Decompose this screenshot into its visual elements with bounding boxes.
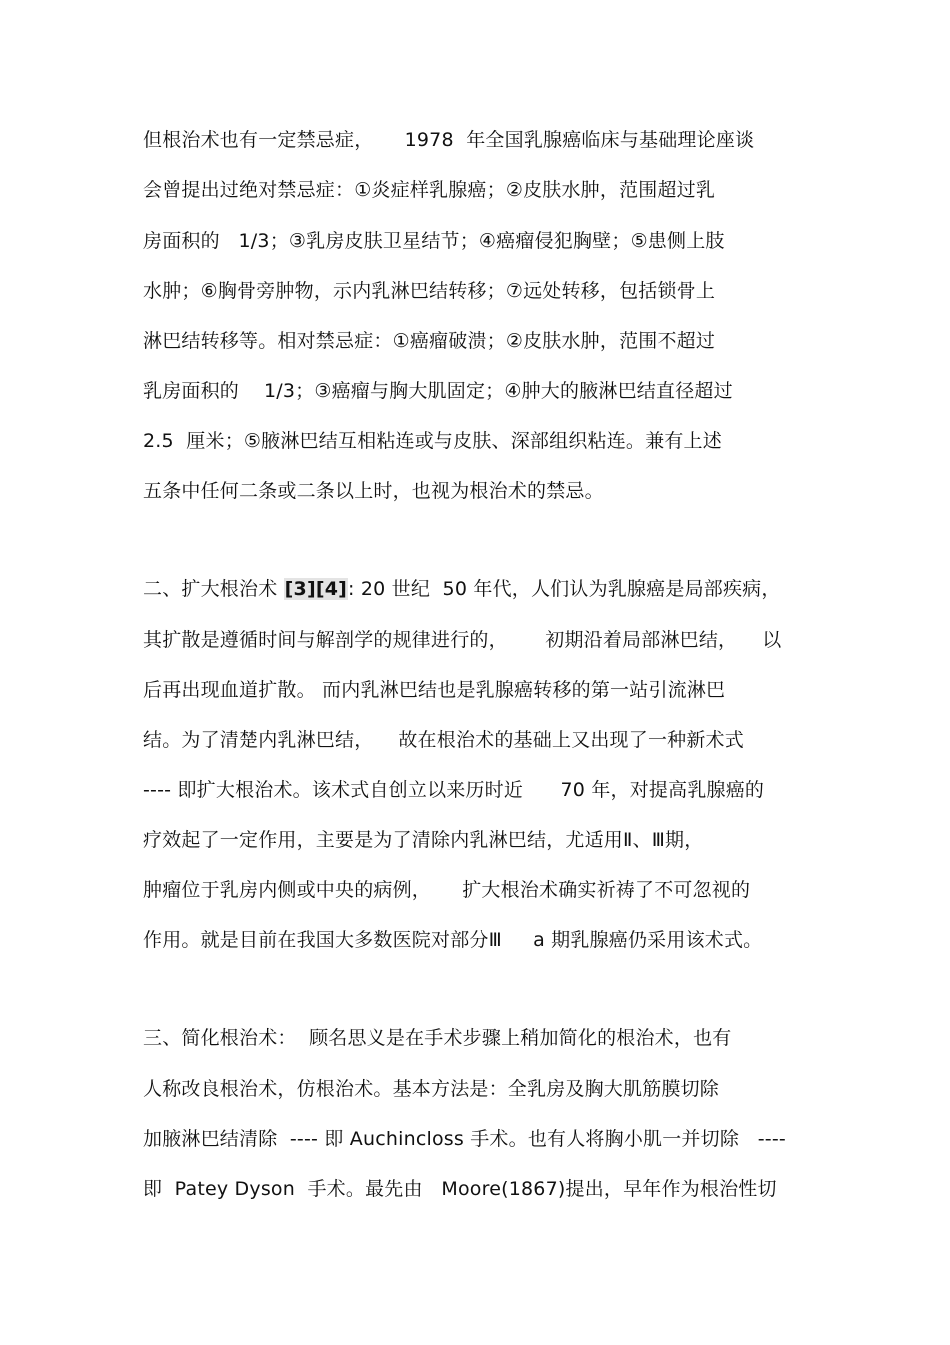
paragraph-3-line-3: 加腋淋巴结清除 ---- 即 Auchincloss 手术。也有人将胸小肌一并切除 ---- — [143, 1128, 786, 1150]
paragraph-2-line-3: 后再出现血道扩散。 而内乳淋巴结也是乳腺癌转移的第一站引流淋巴 — [143, 679, 726, 701]
paragraph-1-line-3: 房面积的 1/3；③乳房皮肤卫星结节；④癌瘤侵犯胸壁；⑤患侧上肢 — [143, 230, 725, 252]
paragraph-2-line-4: 结。为了清楚内乳淋巴结， 故在根治术的基础上又出现了一种新术式 — [143, 729, 744, 751]
paragraph-1-line-1: 但根治术也有一定禁忌症， 1978 年全国乳腺癌临床与基础理论座谈 — [143, 129, 755, 151]
paragraph-2-line-1 — [143, 576, 781, 602]
paragraph-2-line-2: 其扩散是遵循时间与解剖学的规律进行的， 初期沿着局部淋巴结， 以 — [143, 629, 782, 651]
paragraph-1-line-2: 会曾提出过绝对禁忌症：①炎症样乳腺癌；②皮肤水肿，范围超过乳 — [143, 179, 716, 201]
paragraph-2-line-6: 疗效起了一定作用，主要是为了清除内乳淋巴结，尤适用Ⅱ、Ⅲ期， — [143, 829, 704, 851]
paragraph-2-line-8: 作用。就是目前在我国大多数医院对部分Ⅲ a 期乳腺癌仍采用该术式。 — [143, 929, 763, 951]
paragraph-1-line-6: 乳房面积的 1/3；③癌瘤与胸大肌固定；④肿大的腋淋巴结直径超过 — [143, 380, 733, 402]
paragraph-2-line-5: ---- 即扩大根治术。该术式自创立以来历时近 70 年，对提高乳腺癌的 — [143, 779, 765, 801]
paragraph-3-line-1: 三、简化根治术： 顾名思义是在手术步骤上稍加简化的根治术，也有 — [143, 1027, 732, 1049]
paragraph-2-line-1-text: : 20 世纪 50 年代，人们认为乳腺癌是局部疾病， — [348, 578, 781, 600]
section-heading-expanded-radical: 二、扩大根治术 — [143, 578, 284, 600]
paragraph-1-line-8: 五条中任何二条或二条以上时，也视为根治术的禁忌。 — [143, 480, 604, 502]
paragraph-1-line-4: 水肿；⑥胸骨旁肿物，示内乳淋巴结转移；⑦远处转移，包括锁骨上 — [143, 280, 716, 302]
paragraph-2-line-7: 肿瘤位于乳房内侧或中央的病例， 扩大根治术确实祈祷了不可忽视的 — [143, 879, 751, 901]
paragraph-1-line-7: 2.5 厘米；⑤腋淋巴结互相粘连或与皮肤、深部组织粘连。兼有上述 — [143, 430, 722, 452]
paragraph-3-line-2: 人称改良根治术，仿根治术。基本方法是：全乳房及胸大肌筋膜切除 — [143, 1078, 720, 1100]
paragraph-3-line-4: 即 Patey Dyson 手术。最先由 Moore(1867)提出，早年作为根治性切 — [143, 1178, 777, 1200]
paragraph-1-line-5: 淋巴结转移等。相对禁忌症：①癌瘤破溃；②皮肤水肿，范围不超过 — [143, 330, 716, 352]
citation-link[interactable]: [3][4] — [284, 578, 348, 600]
